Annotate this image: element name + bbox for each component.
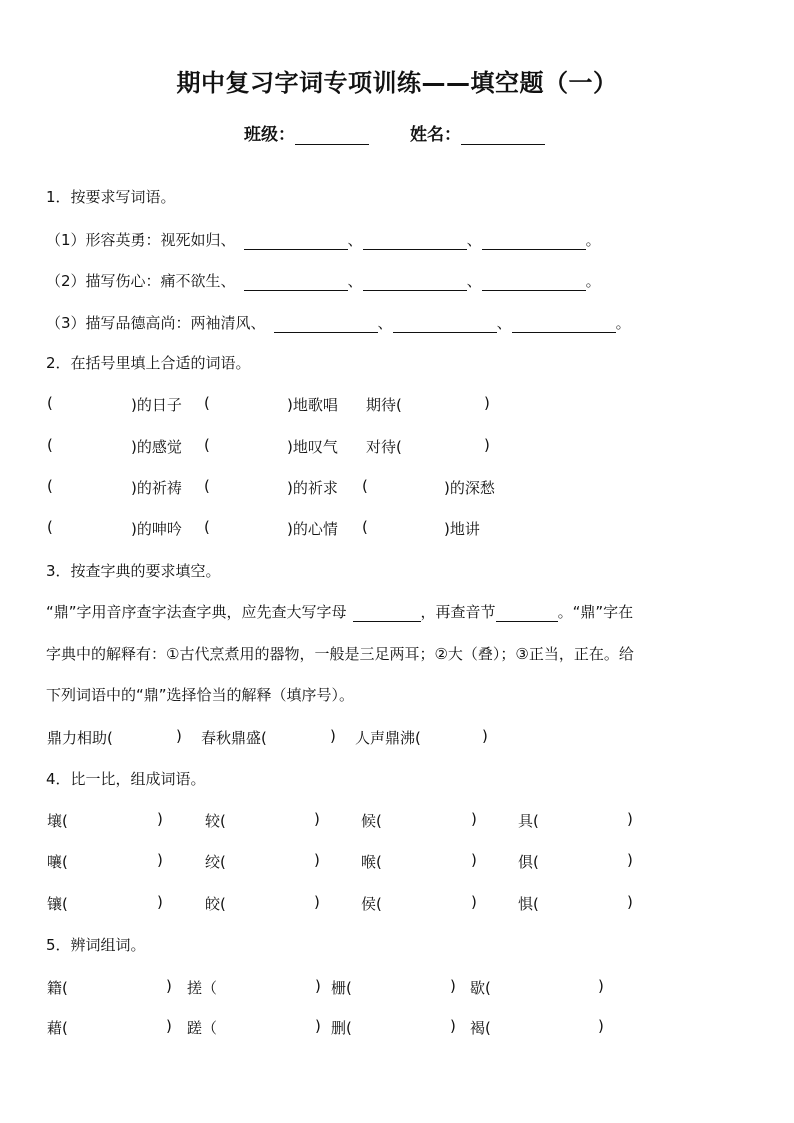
- separator: 、: [347, 272, 363, 290]
- q3-text: “鼎”字用音序查字法查字典，应先查大写字母: [46, 603, 347, 621]
- close-paren: ): [157, 893, 163, 911]
- name-field: [410, 120, 545, 145]
- q1-item-suffix: 。: [585, 231, 601, 249]
- phrase-text: 对待(: [366, 438, 402, 456]
- close-paren: ): [484, 436, 490, 454]
- char-label: 俱(: [518, 853, 539, 871]
- q5-heading: 5．辨词组词。: [46, 936, 146, 954]
- separator: 、: [347, 231, 363, 249]
- close-paren: ): [471, 851, 477, 869]
- phrase-text: )地歌唱: [287, 396, 338, 414]
- class-label: 班级：: [244, 125, 295, 145]
- close-paren: ): [315, 1017, 321, 1035]
- q3-line1: [46, 601, 633, 622]
- char-label: 具(: [518, 812, 539, 830]
- open-paren: (: [204, 436, 210, 454]
- close-paren: ): [166, 1017, 172, 1035]
- q1-item: [46, 229, 601, 250]
- q1-item-prefix: （2）描写伤心：痛不欲生、: [46, 272, 236, 290]
- open-paren: (: [204, 518, 210, 536]
- separator: 、: [466, 231, 482, 249]
- char-label: 籍(: [47, 979, 68, 997]
- q1-item: [46, 312, 631, 333]
- q3-heading: 3．按查字典的要求填空。: [46, 562, 221, 580]
- name-blank[interactable]: [461, 126, 545, 145]
- word-label: 鼎力相助(: [47, 729, 113, 747]
- close-paren: ): [157, 810, 163, 828]
- open-paren: (: [47, 436, 53, 454]
- answer-blank[interactable]: [512, 314, 616, 333]
- close-paren: ): [598, 977, 604, 995]
- q1-item-suffix: 。: [585, 272, 601, 290]
- char-label: 栅(: [331, 979, 352, 997]
- close-paren: ): [314, 851, 320, 869]
- char-label: 较(: [205, 812, 226, 830]
- close-paren: ): [471, 810, 477, 828]
- close-paren: ): [482, 727, 488, 745]
- class-field: [244, 120, 369, 145]
- char-label: 壤(: [47, 812, 68, 830]
- char-label: 皎(: [205, 895, 226, 913]
- q2-heading: 2．在括号里填上合适的词语。: [46, 354, 251, 372]
- close-paren: ): [484, 394, 490, 412]
- separator: 、: [496, 314, 512, 332]
- phrase-text: )的日子: [131, 396, 182, 414]
- phrase-text: )的呻吟: [131, 520, 182, 538]
- char-label: 侯(: [361, 895, 382, 913]
- q3-line2: 字典中的解释有：①古代烹煮用的器物，一般是三足两耳；②大（叠）；③正当，正在。给: [46, 645, 634, 663]
- close-paren: ): [627, 810, 633, 828]
- open-paren: (: [362, 477, 368, 495]
- separator: 、: [377, 314, 393, 332]
- answer-blank[interactable]: [393, 314, 497, 333]
- answer-blank[interactable]: [244, 231, 348, 250]
- answer-blank[interactable]: [363, 272, 467, 291]
- phrase-text: )的心情: [287, 520, 338, 538]
- close-paren: ): [157, 851, 163, 869]
- close-paren: ): [598, 1017, 604, 1035]
- q3-text: ，再查音节: [420, 603, 496, 621]
- close-paren: ): [450, 977, 456, 995]
- open-paren: (: [47, 518, 53, 536]
- q4-heading: 4．比一比，组成词语。: [46, 770, 206, 788]
- class-blank[interactable]: [295, 126, 369, 145]
- close-paren: ): [315, 977, 321, 995]
- q1-heading: 1．按要求写词语。: [46, 188, 176, 206]
- phrase-text: )地讲: [444, 520, 480, 538]
- syllable-blank[interactable]: [496, 603, 558, 622]
- char-label: 候(: [361, 812, 382, 830]
- phrase-text: 期待(: [366, 396, 402, 414]
- phrase-text: )的深愁: [444, 479, 495, 497]
- char-label: 嚷(: [47, 853, 68, 871]
- close-paren: ): [627, 893, 633, 911]
- phrase-text: )的祈祷: [131, 479, 182, 497]
- char-label: 镶(: [47, 895, 68, 913]
- char-label: 喉(: [361, 853, 382, 871]
- name-label: 姓名：: [410, 125, 461, 145]
- answer-blank[interactable]: [244, 272, 348, 291]
- char-label: 蹉（: [187, 1019, 218, 1037]
- char-label: 歇(: [470, 979, 491, 997]
- answer-blank[interactable]: [482, 272, 586, 291]
- q3-text: 。“鼎”字在: [557, 603, 634, 621]
- answer-blank[interactable]: [274, 314, 378, 333]
- q3-line3: 下列词语中的“鼎”选择恰当的解释（填序号）。: [46, 686, 355, 704]
- char-label: 绞(: [205, 853, 226, 871]
- char-label: 惧(: [518, 895, 539, 913]
- phrase-text: )的祈求: [287, 479, 338, 497]
- phrase-text: )地叹气: [287, 438, 338, 456]
- open-paren: (: [204, 477, 210, 495]
- page-title: 期中复习字词专项训练——填空题（一）: [176, 69, 618, 97]
- separator: 、: [466, 272, 482, 290]
- q1-item-prefix: （1）形容英勇：视死如归、: [46, 231, 236, 249]
- close-paren: ): [166, 977, 172, 995]
- q1-item-prefix: （3）描写品德高尚：两袖清风、: [46, 314, 266, 332]
- phrase-text: )的感觉: [131, 438, 182, 456]
- letter-blank[interactable]: [353, 603, 421, 622]
- char-label: 删(: [331, 1019, 352, 1037]
- close-paren: ): [627, 851, 633, 869]
- word-label: 春秋鼎盛(: [201, 729, 267, 747]
- char-label: 藉(: [47, 1019, 68, 1037]
- char-label: 褐(: [470, 1019, 491, 1037]
- q1-item: [46, 270, 601, 291]
- answer-blank[interactable]: [363, 231, 467, 250]
- open-paren: (: [204, 394, 210, 412]
- q1-item-suffix: 。: [615, 314, 631, 332]
- answer-blank[interactable]: [482, 231, 586, 250]
- close-paren: ): [176, 727, 182, 745]
- open-paren: (: [362, 518, 368, 536]
- open-paren: (: [47, 477, 53, 495]
- close-paren: ): [314, 893, 320, 911]
- open-paren: (: [47, 394, 53, 412]
- close-paren: ): [450, 1017, 456, 1035]
- char-label: 搓（: [187, 979, 218, 997]
- word-label: 人声鼎沸(: [355, 729, 421, 747]
- close-paren: ): [314, 810, 320, 828]
- close-paren: ): [471, 893, 477, 911]
- close-paren: ): [330, 727, 336, 745]
